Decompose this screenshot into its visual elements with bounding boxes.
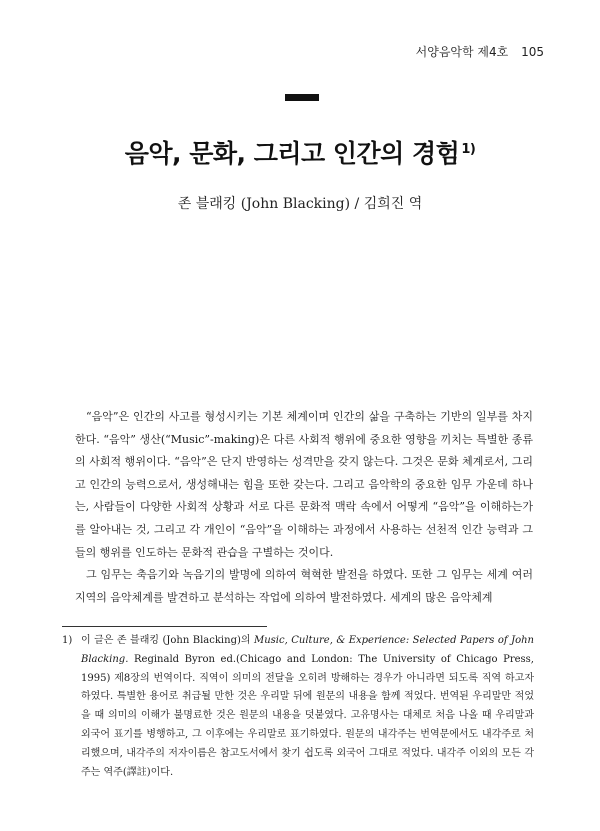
- book-title: Music, Culture, & Experience: Selected Papers of John Blacking.: [81, 635, 534, 665]
- page-number: 105: [521, 45, 544, 59]
- footnote-intro: 이 글은 존 블래킹 (John Blacking)의: [81, 635, 254, 646]
- article-title: [0, 134, 600, 170]
- section-mark: [285, 94, 319, 101]
- journal-name: 서양음악학 제4호: [415, 45, 509, 59]
- footnote-reference[interactable]: 1): [461, 141, 476, 157]
- paragraph: “음악”은 인간의 사고를 형성시키는 기본 체계이며 인간의 삶을 구축하는 기반의 일부를 차지한다. “음악” 생산(“Music”-making)은 다른 사회적 행위에 중요한 영향을 끼치는 특별한 종류의 사회적 행위이다. “음악”은 단지 반영하는 성격만을 갖지 않는다. 그것은 문화 체계로서, 그리고 인간의 능력으로서, 생성해내는 힘을 또한 갖는다. 그리고 음악학의 중요한 임무 가운데 하나는, 사람들이 다양한 사회적 상황과 서로 다른 문화적 맥락 속에서 어떻게 “음악”을 이해하는가를 알아내는 것, 그리고 각 개인이 “음악”을 이해하는 과정에서 사용하는 선천적 인간 능력과 그들의 행위를 인도하는 문화적 관습을 구별하는 것이다.: [75, 410, 533, 559]
- article-title-text: 음악, 문화, 그리고 인간의 경험: [124, 139, 460, 168]
- footnote-body: [62, 632, 534, 782]
- footnote-number: 1): [62, 635, 73, 646]
- paragraph: 그 임무는 축음기와 녹음기의 발명에 의하여 혁혁한 발전을 하였다. 또한 그 임무는 세계 여러 지역의 음악체계를 발견하고 분석하는 작업에 의하여 발전하였다. 세계의 많은 음악체계: [75, 568, 533, 604]
- body-text: [75, 406, 533, 609]
- footnote: [62, 632, 534, 782]
- footnote-rest: Reginald Byron ed.(Chicago and London: The University of Chicago Press, 1995) 제8장의 번역이다. 직역이 의미의 전달을 오히려 방해하는 경우가 아니라면 되도록 직역 하고자 하였다. 특별한 용어로 취급될 만한 것은 우리말 뒤에 원문의 내용을 함께 적었다. 번역된 우리말만 적었을 때 의미의 이해가 불명료한 것은 원문의 내용을 덧붙였다. 고유명사는 대체로 처음 나올 때 우리말과 외국어 표기를 병행하고, 그 이후에는 우리말로 표기하였다. 원문의 내각주는 번역문에서도 내각주로 처리했으며, 내각주의 저자이름은 참고도서에서 찾기 쉽도록 외국어 그대로 적었다. 내각주 이외의 모든 각주는 역주(譯註)이다.: [81, 653, 534, 778]
- author-translator-line: 존 블래킹 (John Blacking) / 김희진 역: [177, 196, 423, 212]
- running-head: [416, 43, 544, 60]
- footnote-divider: [62, 626, 267, 627]
